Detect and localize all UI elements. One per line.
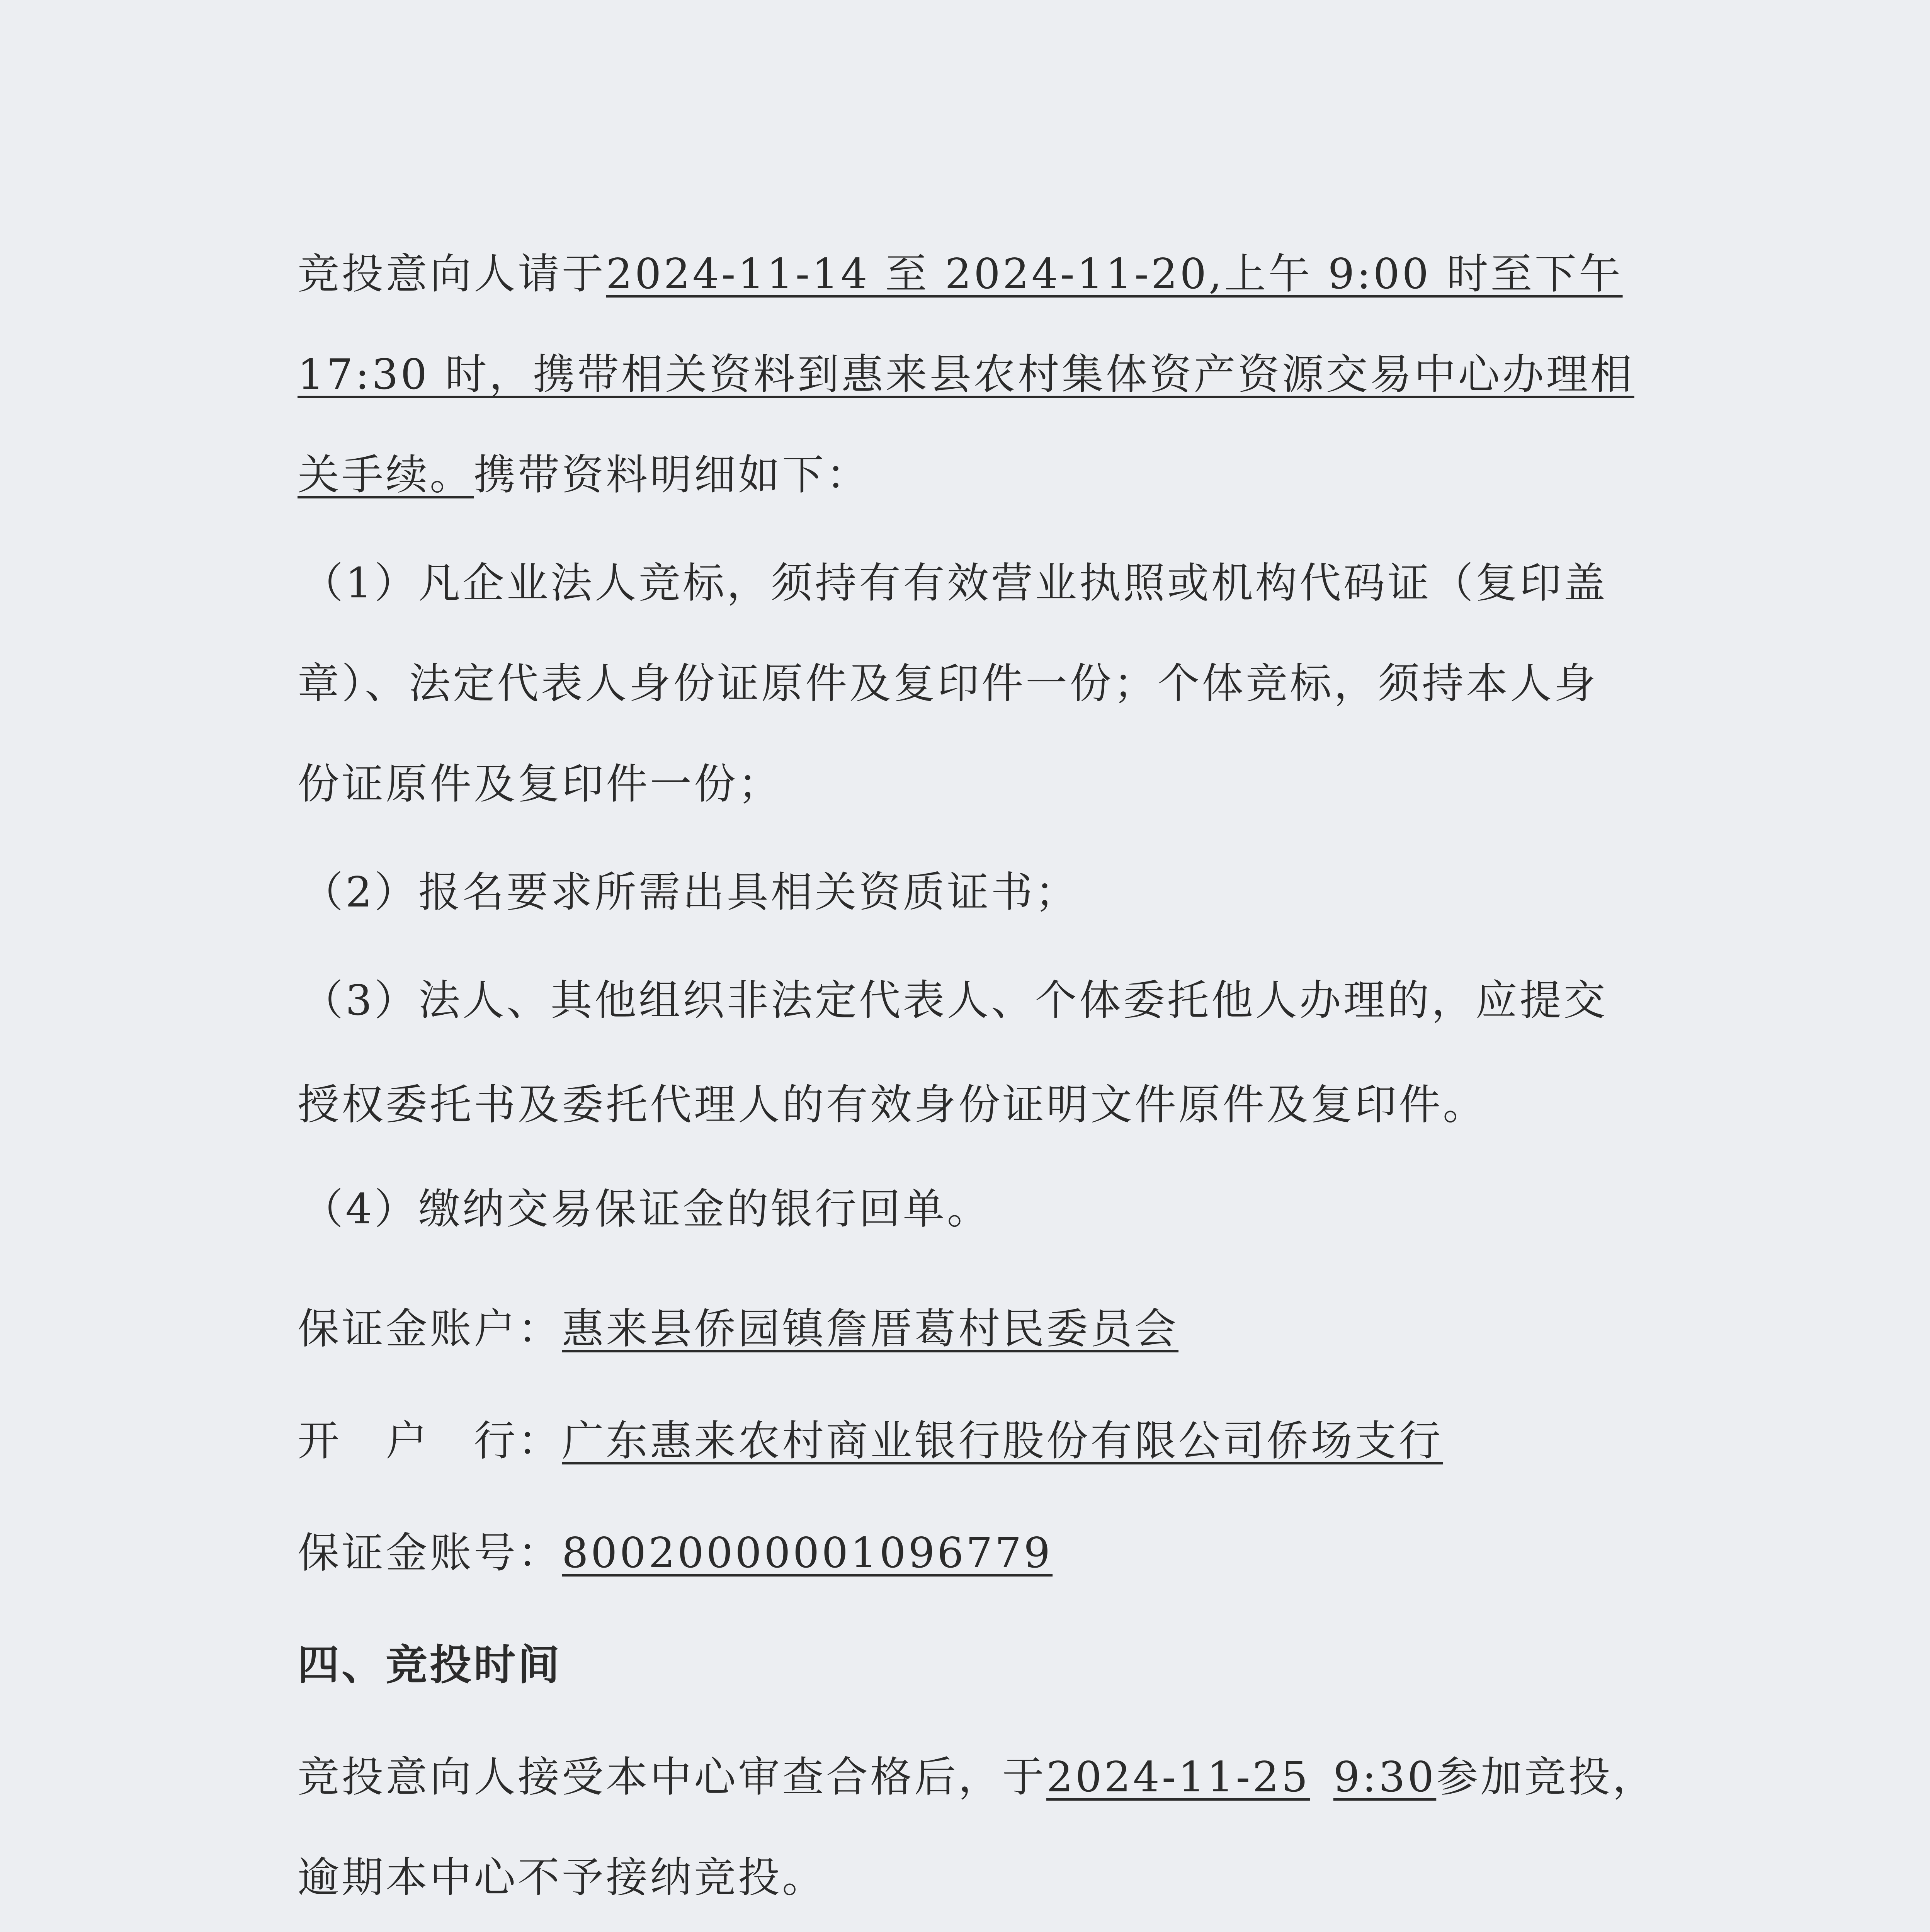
item-1-line-1: （1）凡企业法人竞标，须持有有效营业执照或机构代码证（复印盖 (301, 559, 1608, 607)
item-1-line-2: 章）、法定代表人身份证原件及复印件一份；个体竞标，须持本人身 (298, 660, 1598, 708)
bid-time-line-2: 逾期本中心不予接纳竞投。 (298, 1854, 826, 1902)
deposit-bank-row (298, 1414, 1443, 1468)
intro-line-1 (298, 247, 1623, 301)
intro-line-3 (298, 448, 870, 502)
item-3-line-1: （3）法人、其他组织非法定代表人、个体委托他人办理的，应提交 (301, 976, 1608, 1025)
intro-line-2 (298, 348, 1634, 402)
deposit-number-value: 80020000001096779 (562, 1529, 1053, 1577)
deposit-account-label: 保证金账户： (298, 1305, 562, 1353)
registration-period: 2024-11-14 至 2024-11-20,上午 9:00 时至下午 (606, 250, 1623, 298)
bid-time-prefix: 竞投意向人接受本中心审查合格后，于 (298, 1753, 1047, 1801)
deposit-number-row (298, 1526, 1053, 1580)
deposit-bank-value: 广东惠来农村商业银行股份有限公司侨场支行 (562, 1417, 1443, 1465)
bid-date: 2024-11-25 (1046, 1753, 1310, 1801)
intro-prefix: 竞投意向人请于 (298, 250, 606, 298)
item-2: （2）报名要求所需出具相关资质证书； (301, 868, 1079, 917)
bid-time: 9:30 (1333, 1753, 1437, 1801)
item-1-line-3: 份证原件及复印件一份； (298, 760, 782, 808)
procedure-text: 关手续。 (298, 451, 474, 499)
deposit-account-value: 惠来县侨园镇詹厝葛村民委员会 (562, 1305, 1179, 1353)
section-4-heading: 四、竞投时间 (298, 1641, 562, 1689)
item-3-line-2: 授权委托书及委托代理人的有效身份证明文件原件及复印件。 (298, 1081, 1487, 1129)
bid-time-suffix: 参加竞投， (1436, 1753, 1657, 1801)
deposit-number-label: 保证金账号： (298, 1529, 562, 1577)
item-4: （4）缴纳交易保证金的银行回单。 (301, 1185, 991, 1233)
materials-intro: 携带资料明细如下： (474, 451, 871, 499)
deposit-account-row (298, 1302, 1178, 1356)
deposit-bank-label: 开 户 行： (298, 1417, 562, 1465)
bid-time-line-1 (298, 1750, 1656, 1804)
registration-place: 17:30 时，携带相关资料到惠来县农村集体资产资源交易中心办理相 (298, 350, 1634, 399)
